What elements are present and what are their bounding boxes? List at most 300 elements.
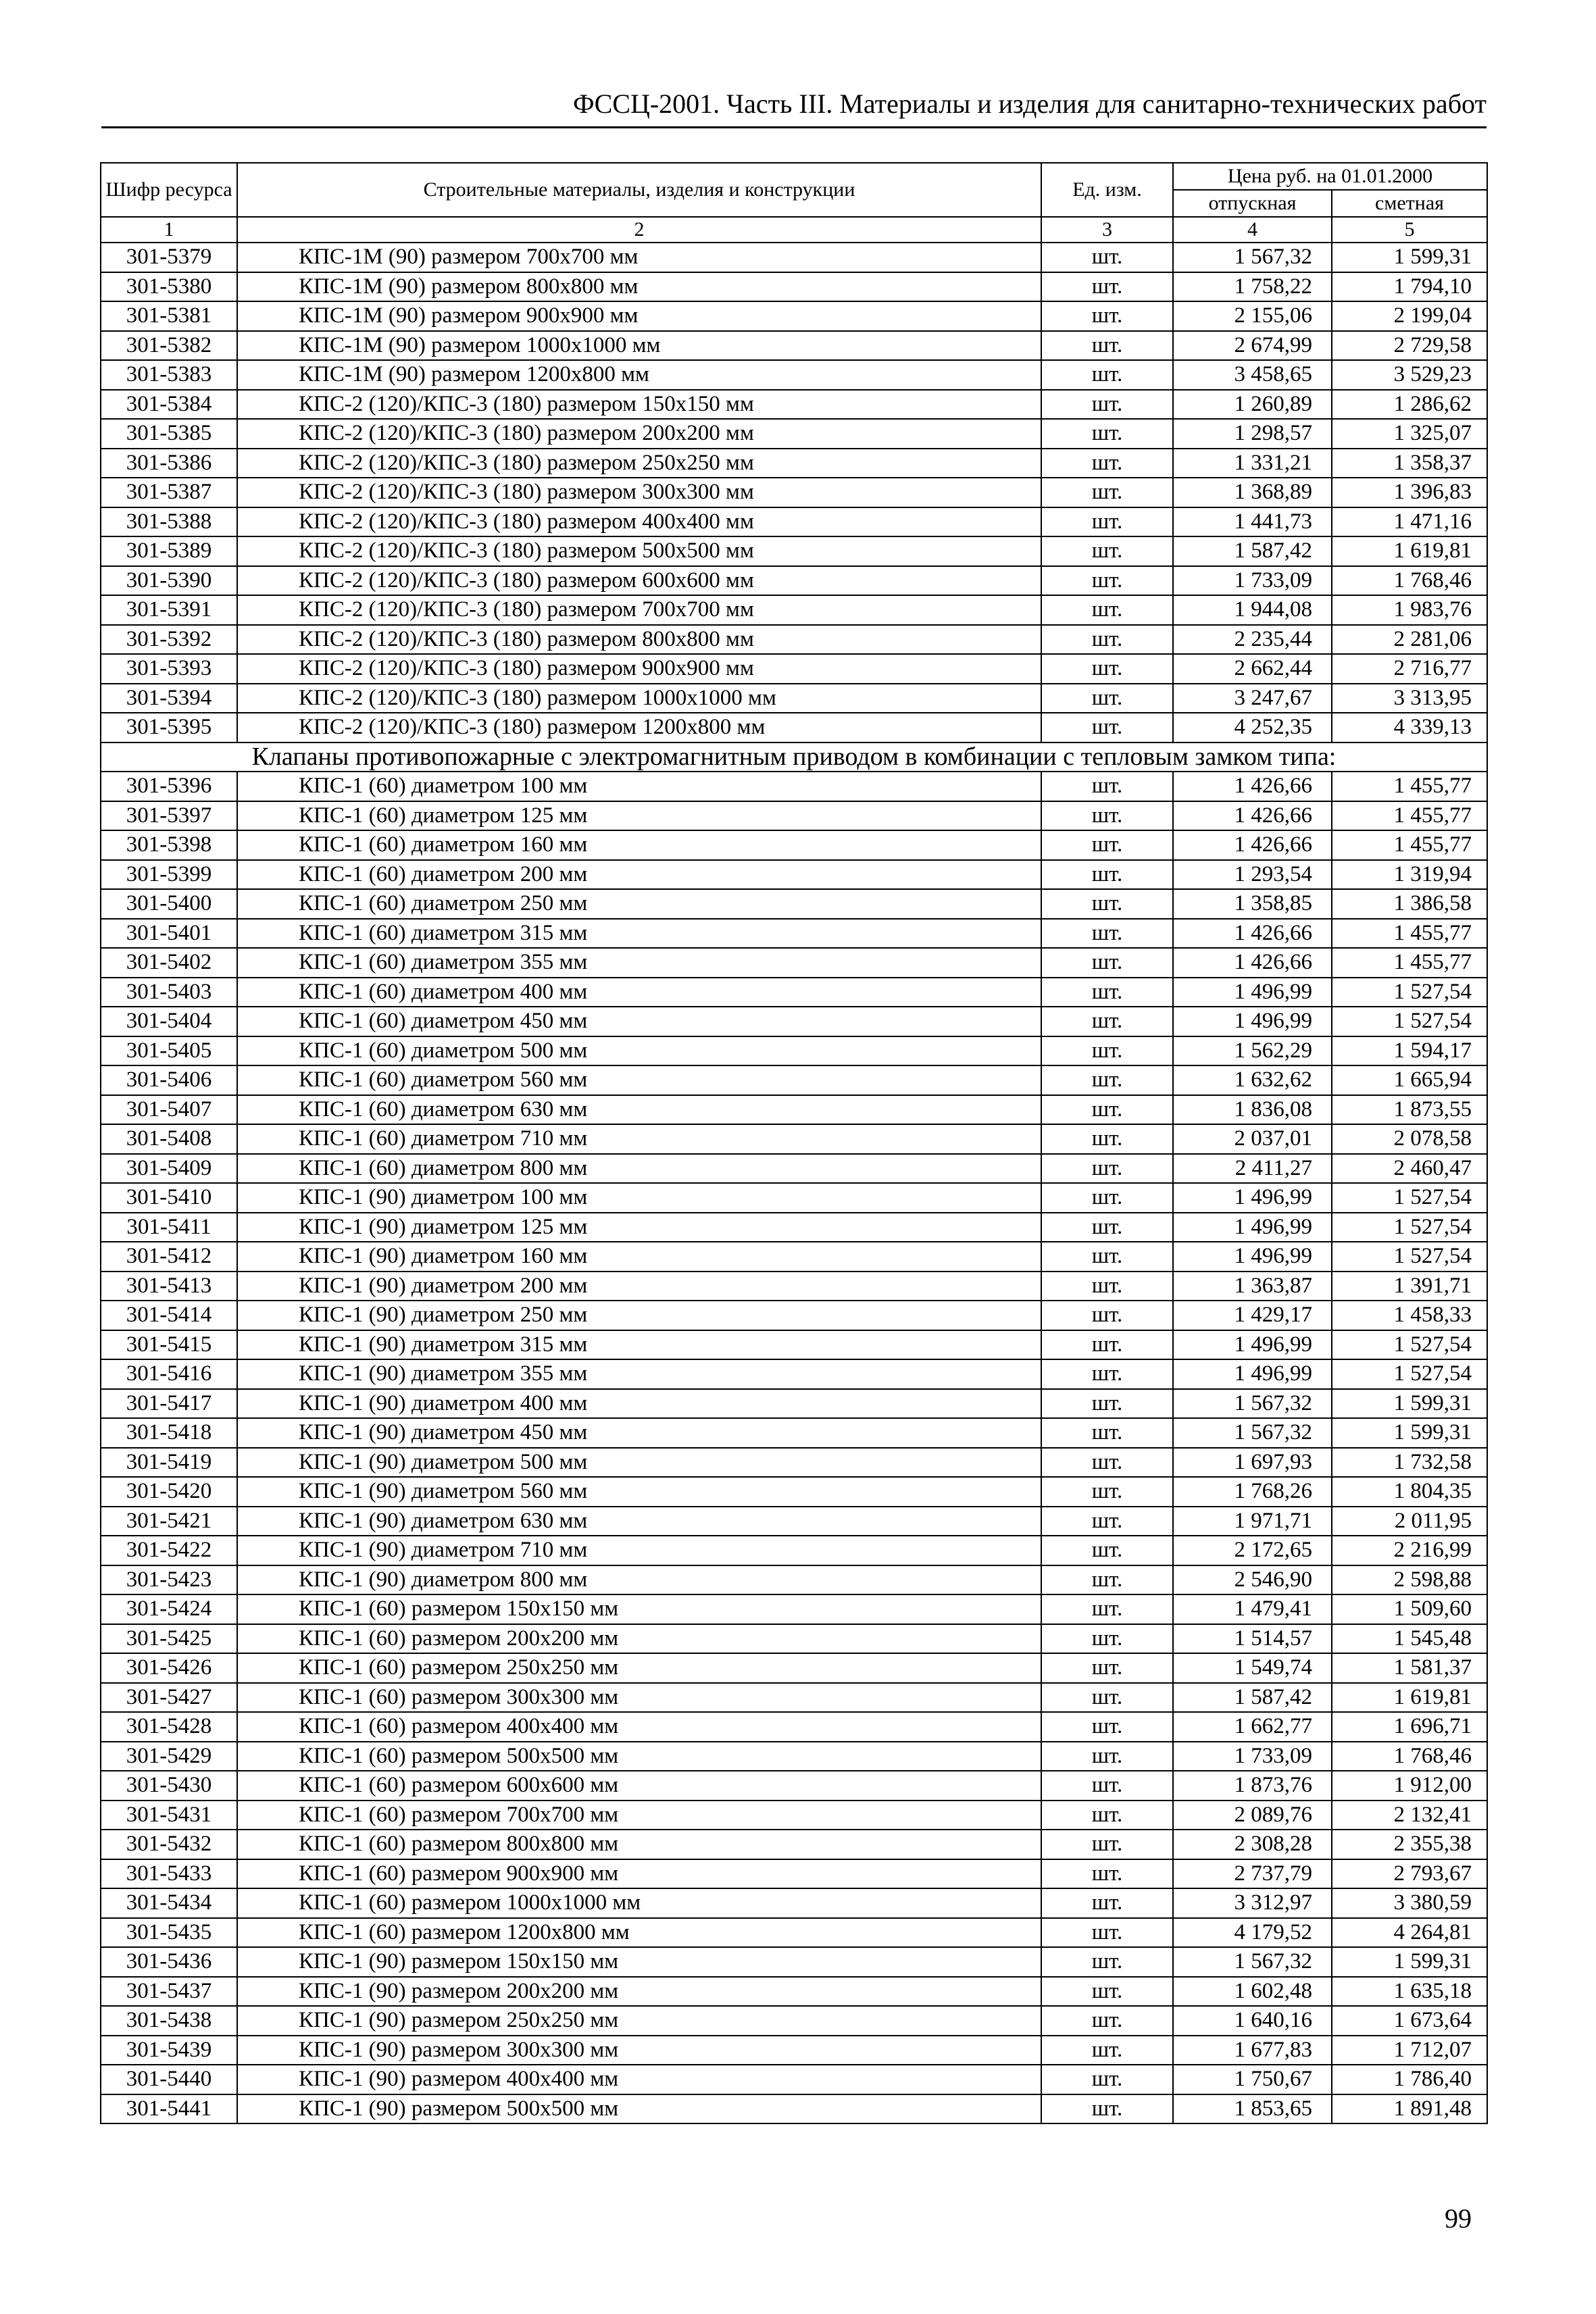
table-row bbox=[101, 1036, 1487, 1066]
estimate-price: 1 635,18 bbox=[1332, 1977, 1487, 2007]
estimate-price: 1 873,55 bbox=[1332, 1095, 1487, 1125]
estimate-price: 1 768,46 bbox=[1332, 566, 1487, 596]
unit-of-measure: шт. bbox=[1041, 1918, 1173, 1948]
unit-of-measure: шт. bbox=[1041, 390, 1173, 420]
release-price: 1 971,71 bbox=[1173, 1507, 1332, 1536]
material-name: КПС-1 (60) размером 700х700 мм bbox=[237, 1801, 1041, 1830]
table-row bbox=[101, 1065, 1487, 1095]
table-row bbox=[101, 1477, 1487, 1507]
material-name: КПС-2 (120)/КПС-3 (180) размером 250х250 мм bbox=[237, 449, 1041, 478]
resource-code: 301-5439 bbox=[101, 2036, 237, 2065]
release-price: 2 662,44 bbox=[1173, 654, 1332, 684]
material-name: КПС-2 (120)/КПС-3 (180) размером 1200х800 мм bbox=[237, 713, 1041, 743]
table-row bbox=[101, 419, 1487, 449]
estimate-price: 4 339,13 bbox=[1332, 713, 1487, 743]
table-row bbox=[101, 1272, 1487, 1301]
unit-of-measure: шт. bbox=[1041, 1007, 1173, 1036]
resource-code: 301-5389 bbox=[101, 536, 237, 566]
estimate-price: 3 380,59 bbox=[1332, 1888, 1487, 1918]
resource-code: 301-5406 bbox=[101, 1065, 237, 1095]
table-row bbox=[101, 272, 1487, 302]
material-name: КПС-2 (120)/КПС-3 (180) размером 1000х1000 мм bbox=[237, 684, 1041, 713]
material-name: КПС-1 (60) размером 150х150 мм bbox=[237, 1594, 1041, 1624]
material-name: КПС-1 (90) размером 500х500 мм bbox=[237, 2094, 1041, 2124]
resource-code: 301-5435 bbox=[101, 1918, 237, 1948]
material-name: КПС-1 (60) диаметром 125 мм bbox=[237, 801, 1041, 831]
release-price: 4 252,35 bbox=[1173, 713, 1332, 743]
release-price: 1 426,66 bbox=[1173, 772, 1332, 801]
release-price: 1 496,99 bbox=[1173, 978, 1332, 1007]
table-row bbox=[101, 1095, 1487, 1125]
material-name: КПС-1 (90) диаметром 800 мм bbox=[237, 1565, 1041, 1595]
header-name: Строительные материалы, изделия и конструкции bbox=[237, 163, 1041, 217]
unit-of-measure: шт. bbox=[1041, 1065, 1173, 1095]
resource-code: 301-5393 bbox=[101, 654, 237, 684]
unit-of-measure: шт. bbox=[1041, 684, 1173, 713]
estimate-price: 1 983,76 bbox=[1332, 595, 1487, 625]
estimate-price: 2 793,67 bbox=[1332, 1859, 1487, 1889]
material-name: КПС-1 (60) размером 400х400 мм bbox=[237, 1712, 1041, 1742]
release-price: 1 260,89 bbox=[1173, 390, 1332, 420]
resource-code: 301-5414 bbox=[101, 1301, 237, 1330]
resource-code: 301-5425 bbox=[101, 1624, 237, 1654]
material-name: КПС-2 (120)/КПС-3 (180) размером 600х600 мм bbox=[237, 566, 1041, 596]
release-price: 1 562,29 bbox=[1173, 1036, 1332, 1066]
estimate-price: 2 011,95 bbox=[1332, 1507, 1487, 1536]
resource-code: 301-5428 bbox=[101, 1712, 237, 1742]
unit-of-measure: шт. bbox=[1041, 1888, 1173, 1918]
material-name: КПС-2 (120)/КПС-3 (180) размером 200х200 мм bbox=[237, 419, 1041, 449]
release-price: 2 308,28 bbox=[1173, 1830, 1332, 1859]
estimate-price: 2 355,38 bbox=[1332, 1830, 1487, 1859]
release-price: 1 567,32 bbox=[1173, 1389, 1332, 1419]
material-name: КПС-1М (90) размером 800х800 мм bbox=[237, 272, 1041, 302]
estimate-price: 1 599,31 bbox=[1332, 243, 1487, 272]
resource-code: 301-5408 bbox=[101, 1124, 237, 1154]
table-row bbox=[101, 243, 1487, 272]
release-price: 2 089,76 bbox=[1173, 1801, 1332, 1830]
header-unit: Ед. изм. bbox=[1041, 163, 1173, 217]
page-number: 99 bbox=[1445, 2203, 1472, 2234]
material-name: КПС-1 (60) размером 250х250 мм bbox=[237, 1653, 1041, 1683]
resource-code: 301-5385 bbox=[101, 419, 237, 449]
estimate-price: 1 527,54 bbox=[1332, 1242, 1487, 1272]
estimate-price: 1 455,77 bbox=[1332, 801, 1487, 831]
estimate-price: 1 386,58 bbox=[1332, 889, 1487, 919]
unit-of-measure: шт. bbox=[1041, 1418, 1173, 1448]
material-name: КПС-1 (60) диаметром 630 мм bbox=[237, 1095, 1041, 1125]
unit-of-measure: шт. bbox=[1041, 1683, 1173, 1713]
unit-of-measure: шт. bbox=[1041, 595, 1173, 625]
resource-code: 301-5419 bbox=[101, 1448, 237, 1478]
estimate-price: 1 599,31 bbox=[1332, 1947, 1487, 1977]
estimate-price: 4 264,81 bbox=[1332, 1918, 1487, 1948]
release-price: 1 567,32 bbox=[1173, 1418, 1332, 1448]
estimate-price: 1 286,62 bbox=[1332, 390, 1487, 420]
material-name: КПС-1 (60) диаметром 355 мм bbox=[237, 948, 1041, 978]
section-body bbox=[101, 743, 1487, 772]
material-name: КПС-1 (90) диаметром 560 мм bbox=[237, 1477, 1041, 1507]
table-row bbox=[101, 1830, 1487, 1859]
unit-of-measure: шт. bbox=[1041, 1801, 1173, 1830]
release-price: 3 458,65 bbox=[1173, 360, 1332, 390]
unit-of-measure: шт. bbox=[1041, 1594, 1173, 1624]
release-price: 1 733,09 bbox=[1173, 566, 1332, 596]
material-name: КПС-1 (90) диаметром 710 мм bbox=[237, 1536, 1041, 1565]
release-price: 1 750,67 bbox=[1173, 2065, 1332, 2094]
release-price: 2 235,44 bbox=[1173, 625, 1332, 655]
column-number: 2 bbox=[237, 217, 1041, 243]
table-row bbox=[101, 478, 1487, 507]
release-price: 1 496,99 bbox=[1173, 1330, 1332, 1360]
unit-of-measure: шт. bbox=[1041, 1183, 1173, 1213]
estimate-price: 2 078,58 bbox=[1332, 1124, 1487, 1154]
estimate-price: 2 281,06 bbox=[1332, 625, 1487, 655]
unit-of-measure: шт. bbox=[1041, 331, 1173, 361]
material-name: КПС-1 (60) диаметром 100 мм bbox=[237, 772, 1041, 801]
resource-code: 301-5438 bbox=[101, 2006, 237, 2036]
release-price: 1 368,89 bbox=[1173, 478, 1332, 507]
release-price: 1 426,66 bbox=[1173, 948, 1332, 978]
table-row bbox=[101, 1565, 1487, 1595]
release-price: 4 179,52 bbox=[1173, 1918, 1332, 1948]
material-name: КПС-1 (60) размером 300х300 мм bbox=[237, 1683, 1041, 1713]
resource-code: 301-5418 bbox=[101, 1418, 237, 1448]
material-name: КПС-2 (120)/КПС-3 (180) размером 800х800 мм bbox=[237, 625, 1041, 655]
resource-code: 301-5427 bbox=[101, 1683, 237, 1713]
resource-code: 301-5420 bbox=[101, 1477, 237, 1507]
table-row bbox=[101, 1859, 1487, 1889]
unit-of-measure: шт. bbox=[1041, 2036, 1173, 2065]
table-row bbox=[101, 301, 1487, 331]
material-name: КПС-1 (90) размером 200х200 мм bbox=[237, 1977, 1041, 2007]
estimate-price: 1 527,54 bbox=[1332, 978, 1487, 1007]
resource-code: 301-5388 bbox=[101, 507, 237, 537]
column-number: 3 bbox=[1041, 217, 1173, 243]
estimate-price: 1 594,17 bbox=[1332, 1036, 1487, 1066]
table-row bbox=[101, 684, 1487, 713]
table-row bbox=[101, 1418, 1487, 1448]
material-name: КПС-1 (90) диаметром 500 мм bbox=[237, 1448, 1041, 1478]
unit-of-measure: шт. bbox=[1041, 1154, 1173, 1184]
estimate-price: 1 599,31 bbox=[1332, 1418, 1487, 1448]
table-row bbox=[101, 507, 1487, 537]
unit-of-measure: шт. bbox=[1041, 1242, 1173, 1272]
estimate-price: 1 891,48 bbox=[1332, 2094, 1487, 2124]
unit-of-measure: шт. bbox=[1041, 625, 1173, 655]
table-row bbox=[101, 919, 1487, 949]
header-estimate: сметная bbox=[1332, 190, 1487, 217]
table-row bbox=[101, 1301, 1487, 1330]
resource-code: 301-5390 bbox=[101, 566, 237, 596]
material-name: КПС-1 (60) диаметром 560 мм bbox=[237, 1065, 1041, 1095]
resource-code: 301-5383 bbox=[101, 360, 237, 390]
table-row bbox=[101, 1213, 1487, 1242]
table-row bbox=[101, 830, 1487, 860]
release-price: 1 426,66 bbox=[1173, 919, 1332, 949]
release-price: 2 411,27 bbox=[1173, 1154, 1332, 1184]
resource-code: 301-5403 bbox=[101, 978, 237, 1007]
table-row bbox=[101, 713, 1487, 743]
material-name: КПС-1 (60) диаметром 710 мм bbox=[237, 1124, 1041, 1154]
estimate-price: 2 460,47 bbox=[1332, 1154, 1487, 1184]
estimate-price: 2 216,99 bbox=[1332, 1536, 1487, 1565]
resource-code: 301-5386 bbox=[101, 449, 237, 478]
release-price: 1 758,22 bbox=[1173, 272, 1332, 302]
release-price: 1 944,08 bbox=[1173, 595, 1332, 625]
table-row bbox=[101, 1771, 1487, 1801]
resource-code: 301-5431 bbox=[101, 1801, 237, 1830]
unit-of-measure: шт. bbox=[1041, 1359, 1173, 1389]
material-name: КПС-1 (60) диаметром 800 мм bbox=[237, 1154, 1041, 1184]
release-price: 2 546,90 bbox=[1173, 1565, 1332, 1595]
estimate-price: 1 527,54 bbox=[1332, 1359, 1487, 1389]
table-row bbox=[101, 625, 1487, 655]
release-price: 1 602,48 bbox=[1173, 1977, 1332, 2007]
resource-code: 301-5392 bbox=[101, 625, 237, 655]
table-body-top bbox=[101, 243, 1487, 743]
release-price: 1 441,73 bbox=[1173, 507, 1332, 537]
estimate-price: 2 729,58 bbox=[1332, 331, 1487, 361]
column-number: 5 bbox=[1332, 217, 1487, 243]
material-name: КПС-1 (60) размером 200х200 мм bbox=[237, 1624, 1041, 1654]
resource-code: 301-5417 bbox=[101, 1389, 237, 1419]
material-name: КПС-1 (90) размером 150х150 мм bbox=[237, 1947, 1041, 1977]
release-price: 1 632,62 bbox=[1173, 1065, 1332, 1095]
release-price: 2 172,65 bbox=[1173, 1536, 1332, 1565]
estimate-price: 1 325,07 bbox=[1332, 419, 1487, 449]
release-price: 1 426,66 bbox=[1173, 830, 1332, 860]
release-price: 2 155,06 bbox=[1173, 301, 1332, 331]
release-price: 1 768,26 bbox=[1173, 1477, 1332, 1507]
unit-of-measure: шт. bbox=[1041, 919, 1173, 949]
material-name: КПС-1 (90) диаметром 200 мм bbox=[237, 1272, 1041, 1301]
unit-of-measure: шт. bbox=[1041, 948, 1173, 978]
estimate-price: 1 455,77 bbox=[1332, 948, 1487, 978]
unit-of-measure: шт. bbox=[1041, 272, 1173, 302]
resource-code: 301-5421 bbox=[101, 1507, 237, 1536]
table-row bbox=[101, 772, 1487, 801]
resource-code: 301-5441 bbox=[101, 2094, 237, 2124]
resource-code: 301-5433 bbox=[101, 1859, 237, 1889]
release-price: 2 737,79 bbox=[1173, 1859, 1332, 1889]
unit-of-measure: шт. bbox=[1041, 1389, 1173, 1419]
release-price: 1 358,85 bbox=[1173, 889, 1332, 919]
table-row bbox=[101, 1507, 1487, 1536]
unit-of-measure: шт. bbox=[1041, 889, 1173, 919]
table-row bbox=[101, 2065, 1487, 2094]
table-row bbox=[101, 390, 1487, 420]
table-row bbox=[101, 1183, 1487, 1213]
table-row bbox=[101, 595, 1487, 625]
release-price: 1 429,17 bbox=[1173, 1301, 1332, 1330]
unit-of-measure: шт. bbox=[1041, 360, 1173, 390]
column-number: 1 bbox=[101, 217, 237, 243]
release-price: 1 298,57 bbox=[1173, 419, 1332, 449]
table-row bbox=[101, 2006, 1487, 2036]
table-row bbox=[101, 1389, 1487, 1419]
table-row bbox=[101, 978, 1487, 1007]
unit-of-measure: шт. bbox=[1041, 1036, 1173, 1066]
resource-code: 301-5430 bbox=[101, 1771, 237, 1801]
unit-of-measure: шт. bbox=[1041, 301, 1173, 331]
material-name: КПС-1 (60) диаметром 250 мм bbox=[237, 889, 1041, 919]
release-price: 1 331,21 bbox=[1173, 449, 1332, 478]
resource-code: 301-5410 bbox=[101, 1183, 237, 1213]
material-name: КПС-2 (120)/КПС-3 (180) размером 150х150 мм bbox=[237, 390, 1041, 420]
unit-of-measure: шт. bbox=[1041, 2006, 1173, 2036]
release-price: 1 496,99 bbox=[1173, 1213, 1332, 1242]
release-price: 1 662,77 bbox=[1173, 1712, 1332, 1742]
estimate-price: 1 912,00 bbox=[1332, 1771, 1487, 1801]
resource-code: 301-5416 bbox=[101, 1359, 237, 1389]
release-price: 1 496,99 bbox=[1173, 1007, 1332, 1036]
unit-of-measure: шт. bbox=[1041, 449, 1173, 478]
material-name: КПС-1 (60) размером 800х800 мм bbox=[237, 1830, 1041, 1859]
material-name: КПС-1 (60) размером 900х900 мм bbox=[237, 1859, 1041, 1889]
table-row bbox=[101, 1712, 1487, 1742]
resource-code: 301-5409 bbox=[101, 1154, 237, 1184]
price-table bbox=[100, 162, 1488, 2124]
table-row bbox=[101, 1154, 1487, 1184]
header-price-group: Цена руб. на 01.01.2000 bbox=[1173, 163, 1487, 190]
resource-code: 301-5401 bbox=[101, 919, 237, 949]
unit-of-measure: шт. bbox=[1041, 2094, 1173, 2124]
estimate-price: 1 712,07 bbox=[1332, 2036, 1487, 2065]
release-price: 1 496,99 bbox=[1173, 1242, 1332, 1272]
material-name: КПС-1 (60) диаметром 200 мм bbox=[237, 860, 1041, 890]
release-price: 1 873,76 bbox=[1173, 1771, 1332, 1801]
material-name: КПС-2 (120)/КПС-3 (180) размером 400х400 мм bbox=[237, 507, 1041, 537]
table-row bbox=[101, 1977, 1487, 2007]
estimate-price: 1 581,37 bbox=[1332, 1653, 1487, 1683]
unit-of-measure: шт. bbox=[1041, 1507, 1173, 1536]
unit-of-measure: шт. bbox=[1041, 536, 1173, 566]
material-name: КПС-1 (60) размером 600х600 мм bbox=[237, 1771, 1041, 1801]
resource-code: 301-5436 bbox=[101, 1947, 237, 1977]
table-row bbox=[101, 1742, 1487, 1771]
unit-of-measure: шт. bbox=[1041, 1448, 1173, 1478]
unit-of-measure: шт. bbox=[1041, 478, 1173, 507]
unit-of-measure: шт. bbox=[1041, 830, 1173, 860]
unit-of-measure: шт. bbox=[1041, 566, 1173, 596]
resource-code: 301-5412 bbox=[101, 1242, 237, 1272]
table-row bbox=[101, 2094, 1487, 2124]
release-price: 2 037,01 bbox=[1173, 1124, 1332, 1154]
resource-code: 301-5413 bbox=[101, 1272, 237, 1301]
column-number: 4 bbox=[1173, 217, 1332, 243]
unit-of-measure: шт. bbox=[1041, 1859, 1173, 1889]
release-price: 1 677,83 bbox=[1173, 2036, 1332, 2065]
estimate-price: 1 358,37 bbox=[1332, 449, 1487, 478]
resource-code: 301-5437 bbox=[101, 1977, 237, 2007]
material-name: КПС-1М (90) размером 1200х800 мм bbox=[237, 360, 1041, 390]
estimate-price: 1 786,40 bbox=[1332, 2065, 1487, 2094]
table-row bbox=[101, 1124, 1487, 1154]
table-row bbox=[101, 860, 1487, 890]
material-name: КПС-2 (120)/КПС-3 (180) размером 900х900 мм bbox=[237, 654, 1041, 684]
estimate-price: 1 673,64 bbox=[1332, 2006, 1487, 2036]
estimate-price: 1 527,54 bbox=[1332, 1330, 1487, 1360]
unit-of-measure: шт. bbox=[1041, 1712, 1173, 1742]
estimate-price: 1 696,71 bbox=[1332, 1712, 1487, 1742]
resource-code: 301-5429 bbox=[101, 1742, 237, 1771]
section-row bbox=[101, 743, 1487, 772]
release-price: 1 836,08 bbox=[1173, 1095, 1332, 1125]
estimate-price: 1 619,81 bbox=[1332, 536, 1487, 566]
release-price: 2 674,99 bbox=[1173, 331, 1332, 361]
estimate-price: 1 396,83 bbox=[1332, 478, 1487, 507]
resource-code: 301-5384 bbox=[101, 390, 237, 420]
material-name: КПС-1 (60) размером 1200х800 мм bbox=[237, 1918, 1041, 1948]
table-row bbox=[101, 1594, 1487, 1624]
table-row bbox=[101, 1801, 1487, 1830]
unit-of-measure: шт. bbox=[1041, 243, 1173, 272]
estimate-price: 2 716,77 bbox=[1332, 654, 1487, 684]
estimate-price: 1 471,16 bbox=[1332, 507, 1487, 537]
unit-of-measure: шт. bbox=[1041, 1213, 1173, 1242]
table-row bbox=[101, 1448, 1487, 1478]
material-name: КПС-1 (90) диаметром 355 мм bbox=[237, 1359, 1041, 1389]
material-name: КПС-1М (90) размером 900х900 мм bbox=[237, 301, 1041, 331]
estimate-price: 1 527,54 bbox=[1332, 1183, 1487, 1213]
table-row bbox=[101, 1888, 1487, 1918]
release-price: 1 496,99 bbox=[1173, 1183, 1332, 1213]
table-row bbox=[101, 1242, 1487, 1272]
unit-of-measure: шт. bbox=[1041, 1477, 1173, 1507]
release-price: 1 697,93 bbox=[1173, 1448, 1332, 1478]
table-row bbox=[101, 331, 1487, 361]
estimate-price: 1 599,31 bbox=[1332, 1389, 1487, 1419]
table-row bbox=[101, 889, 1487, 919]
resource-code: 301-5381 bbox=[101, 301, 237, 331]
table-row bbox=[101, 801, 1487, 831]
unit-of-measure: шт. bbox=[1041, 1330, 1173, 1360]
header-rule bbox=[101, 126, 1487, 128]
estimate-price: 1 509,60 bbox=[1332, 1594, 1487, 1624]
estimate-price: 1 665,94 bbox=[1332, 1065, 1487, 1095]
table-row bbox=[101, 1536, 1487, 1565]
material-name: КПС-1 (60) диаметром 400 мм bbox=[237, 978, 1041, 1007]
table-row bbox=[101, 536, 1487, 566]
unit-of-measure: шт. bbox=[1041, 801, 1173, 831]
release-price: 1 853,65 bbox=[1173, 2094, 1332, 2124]
unit-of-measure: шт. bbox=[1041, 419, 1173, 449]
resource-code: 301-5382 bbox=[101, 331, 237, 361]
release-price: 1 496,99 bbox=[1173, 1359, 1332, 1389]
estimate-price: 1 794,10 bbox=[1332, 272, 1487, 302]
resource-code: 301-5426 bbox=[101, 1653, 237, 1683]
resource-code: 301-5391 bbox=[101, 595, 237, 625]
resource-code: 301-5404 bbox=[101, 1007, 237, 1036]
header-code: Шифр ресурса bbox=[101, 163, 237, 217]
estimate-price: 1 527,54 bbox=[1332, 1213, 1487, 1242]
material-name: КПС-1 (90) диаметром 450 мм bbox=[237, 1418, 1041, 1448]
resource-code: 301-5434 bbox=[101, 1888, 237, 1918]
resource-code: 301-5379 bbox=[101, 243, 237, 272]
table-row bbox=[101, 2036, 1487, 2065]
table-body-bottom bbox=[101, 772, 1487, 2123]
estimate-price: 2 598,88 bbox=[1332, 1565, 1487, 1595]
release-price: 3 312,97 bbox=[1173, 1888, 1332, 1918]
resource-code: 301-5398 bbox=[101, 830, 237, 860]
release-price: 1 587,42 bbox=[1173, 536, 1332, 566]
resource-code: 301-5399 bbox=[101, 860, 237, 890]
release-price: 1 363,87 bbox=[1173, 1272, 1332, 1301]
table-row bbox=[101, 948, 1487, 978]
material-name: КПС-1 (60) диаметром 500 мм bbox=[237, 1036, 1041, 1066]
table-row bbox=[101, 1653, 1487, 1683]
